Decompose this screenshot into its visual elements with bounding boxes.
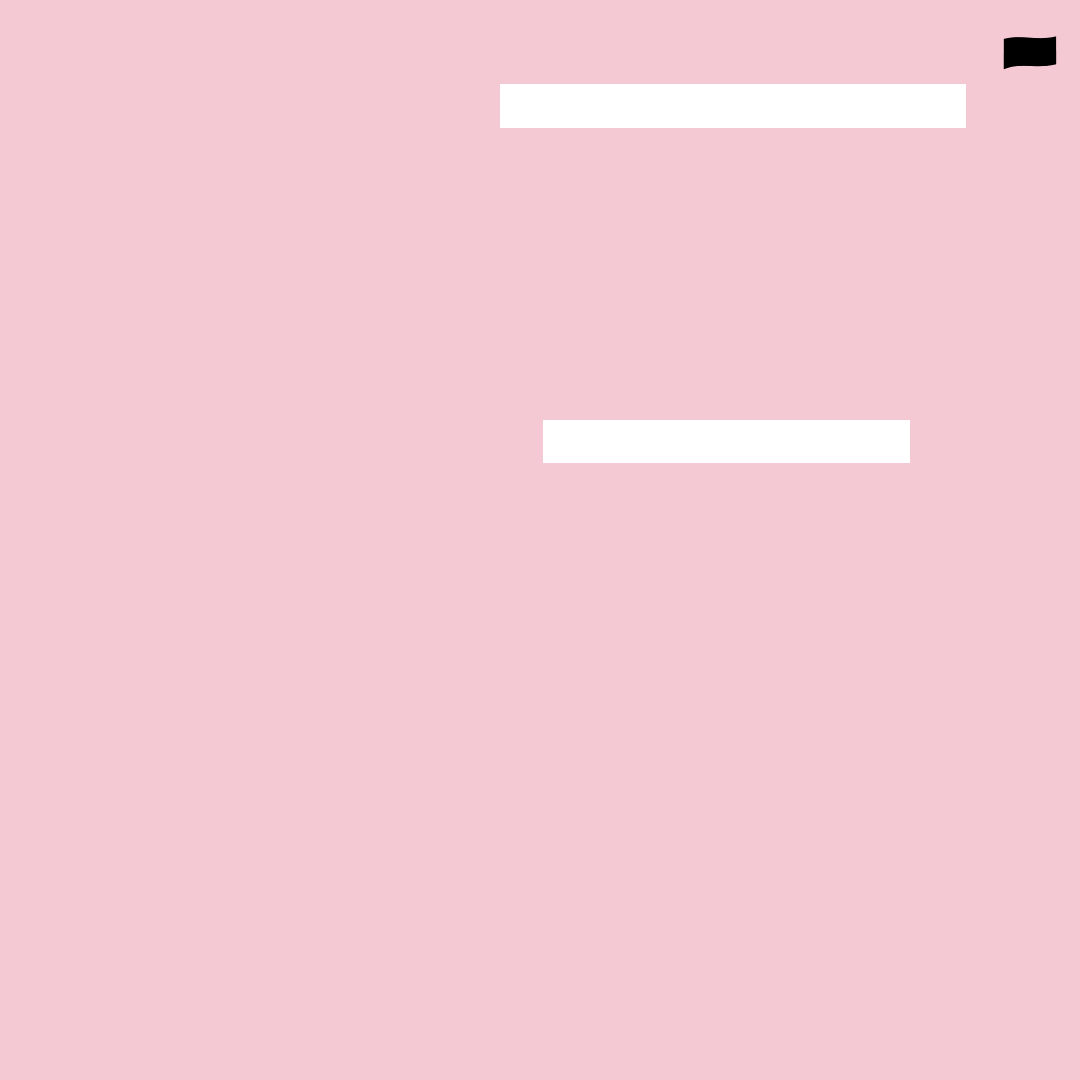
czech-flag-icon: [1001, 34, 1059, 74]
page-title: [500, 84, 966, 128]
size-table-title: [543, 420, 910, 463]
